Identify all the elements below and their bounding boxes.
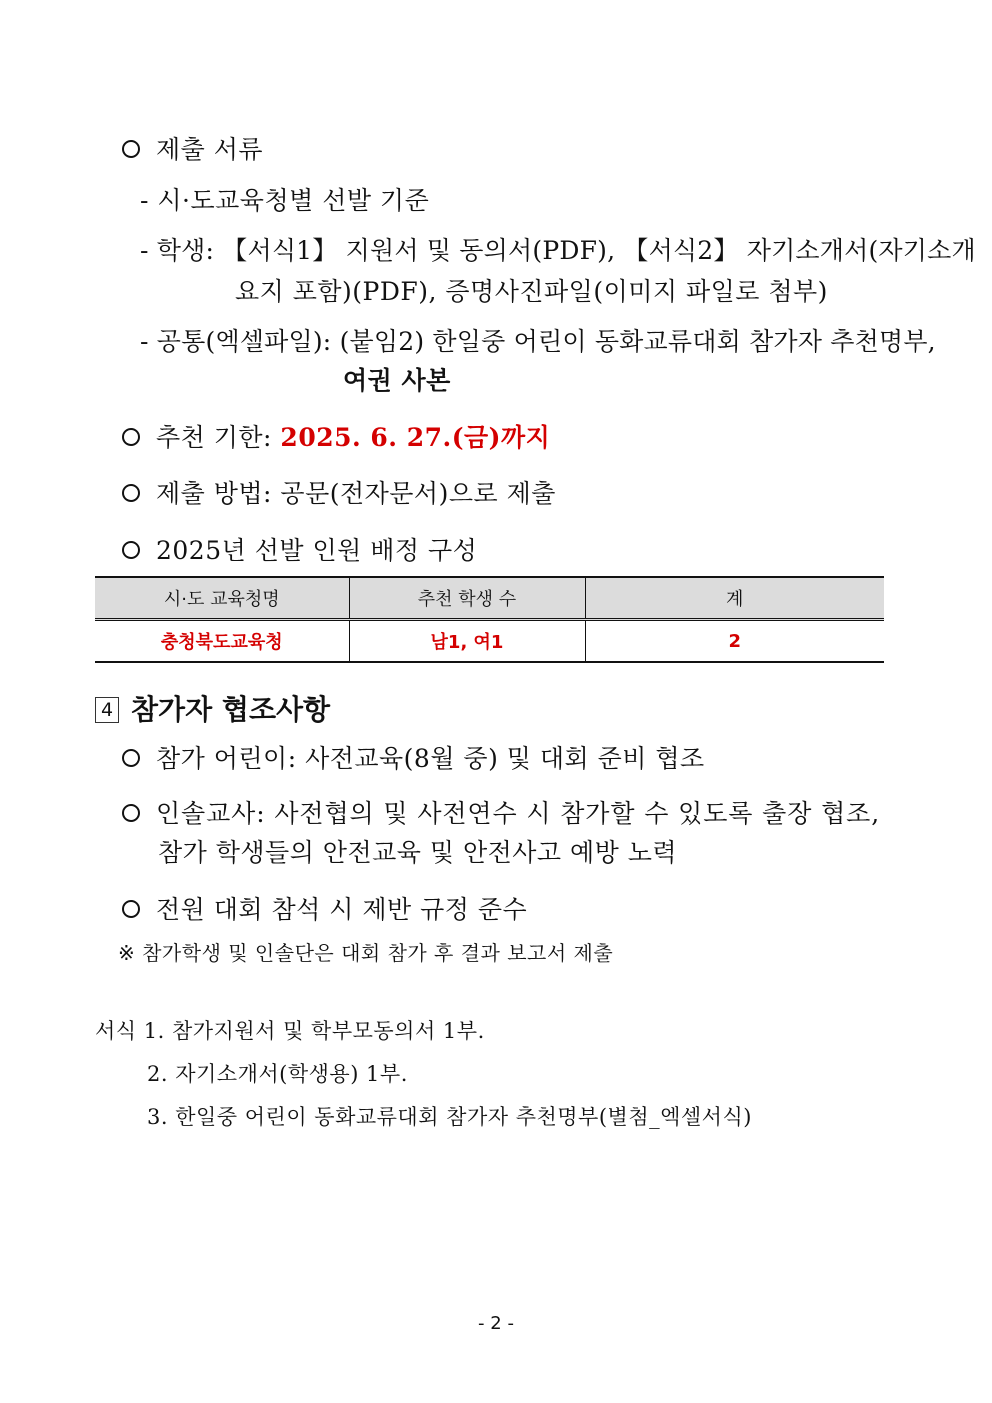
submission-docs-item-2-line-2: 요지 포함)(PDF), 증명사진파일(이미지 파일로 첨부)	[235, 277, 828, 306]
table-header-row	[95, 577, 884, 620]
allocation-heading: 2025년 선발 인원 배정 구성	[122, 531, 477, 567]
section-4-title: 4 참가자 협조사항	[95, 688, 330, 728]
section-4-item-2-line-1: 인솔교사: 사전협의 및 사전연수 시 참가할 수 있도록 출장 협조,	[122, 794, 880, 830]
table-cell: 2	[585, 620, 884, 663]
table-cell: 충청북도교육청	[95, 620, 349, 663]
submission-docs-item-3-line-1: - 공통(엑셀파일): (붙임2) 한일중 어린이 동화교류대회 참가자 추천명부,	[140, 327, 936, 356]
circle-bullet-icon	[122, 541, 140, 559]
submission-method: 제출 방법: 공문(전자문서)으로 제출	[122, 474, 556, 510]
submission-docs-heading: 제출 서류	[122, 130, 263, 166]
circle-bullet-icon	[122, 804, 140, 822]
forms-item-2: 2. 자기소개서(학생용) 1부.	[147, 1062, 408, 1086]
circle-bullet-icon	[122, 428, 140, 446]
section-4-item-2-line-2: 참가 학생들의 안전교육 및 안전사고 예방 노력	[158, 838, 678, 867]
section-4-item-1: 참가 어린이: 사전교육(8월 중) 및 대회 준비 협조	[122, 739, 705, 775]
section-4-note: ※ 참가학생 및 인솔단은 대회 참가 후 결과 보고서 제출	[118, 941, 614, 965]
table-header-cell: 시·도 교육청명	[95, 577, 349, 620]
forms-item-1: 서식 1. 참가지원서 및 학부모동의서 1부.	[95, 1019, 485, 1043]
circle-bullet-icon	[122, 900, 140, 918]
table-row	[95, 620, 884, 663]
circle-bullet-icon	[122, 140, 140, 158]
page-number: - 2 -	[478, 1313, 514, 1334]
table-header-cell: 계	[585, 577, 884, 620]
submission-docs-item-1: - 시·도교육청별 선발 기준	[140, 186, 430, 215]
circle-bullet-icon	[122, 484, 140, 502]
deadline: 추천 기한: 2025. 6. 27.(금)까지	[122, 418, 550, 454]
table-cell: 남1, 여1	[349, 620, 585, 663]
section-4-item-3: 전원 대회 참석 시 제반 규정 준수	[122, 890, 527, 926]
submission-docs-item-3-line-2: 여권 사본	[343, 366, 451, 395]
table-header-cell: 추천 학생 수	[349, 577, 585, 620]
section-number: 4	[95, 697, 119, 723]
submission-docs-item-2-line-1: - 학생: 【서식1】 지원서 및 동의서(PDF), 【서식2】 자기소개서(자기소개	[140, 236, 976, 265]
circle-bullet-icon	[122, 749, 140, 767]
allocation-table	[95, 576, 884, 663]
deadline-value: 2025. 6. 27.(금)까지	[280, 423, 551, 452]
forms-item-3: 3. 한일중 어린이 동화교류대회 참가자 추천명부(별첨_엑셀서식)	[147, 1105, 752, 1129]
